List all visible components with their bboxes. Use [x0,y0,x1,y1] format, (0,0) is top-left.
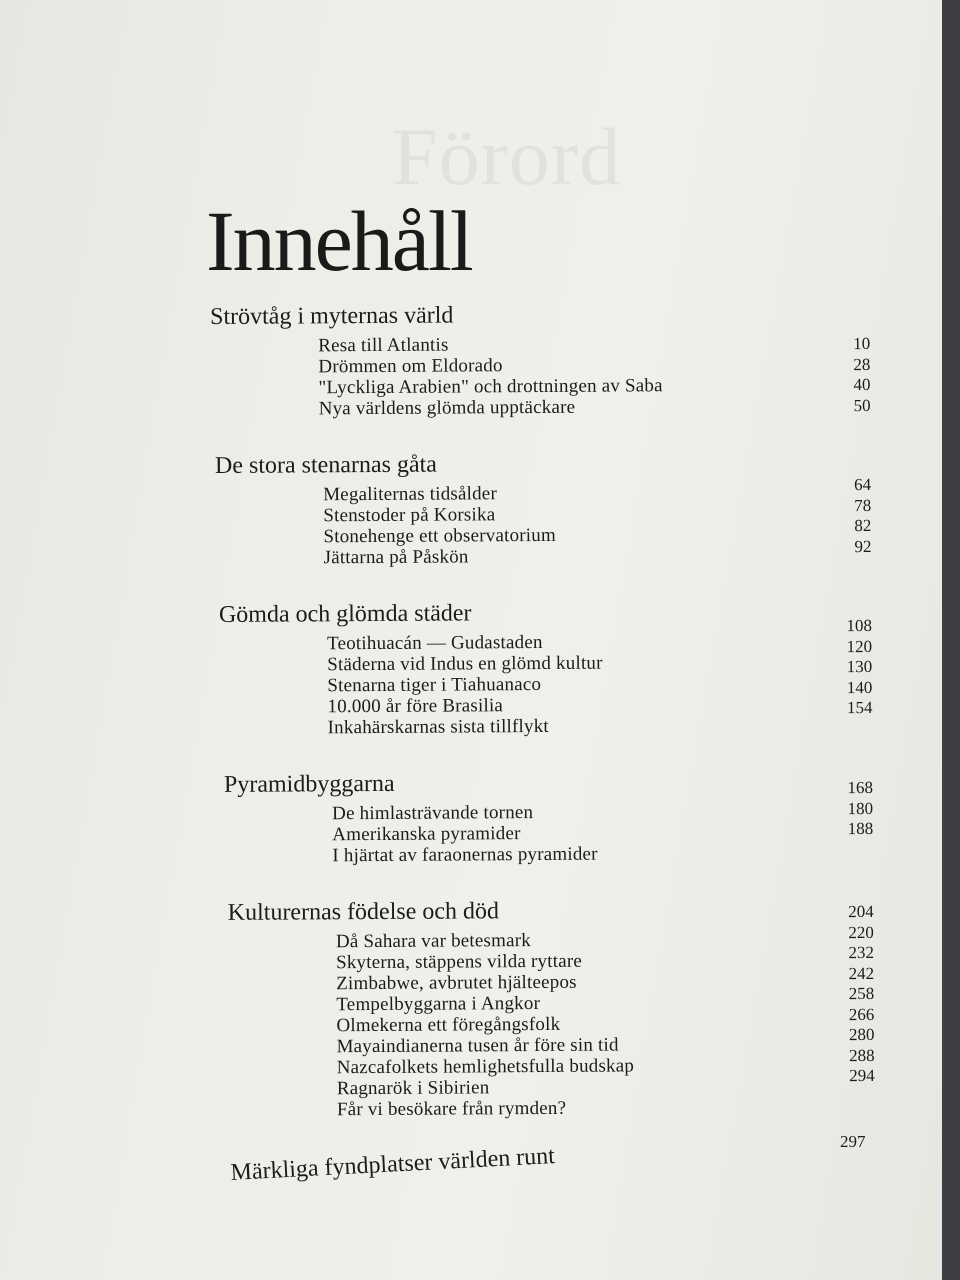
page-numbers [812,616,873,735]
page-number: 82 [854,515,872,536]
list-item: Tempelbyggarna i Angkor [336,992,541,1016]
page-number: 154 [846,697,873,718]
page-number: 232 [848,942,875,963]
table-of-contents [210,298,875,1152]
item-list [323,483,556,568]
section-title: Strövtåg i myternas värld [210,302,454,330]
list-item: Olmekerna ett föregångsfolk [336,1013,561,1037]
list-item: Då Sahara var betesmark [335,930,532,953]
list-item: Drömmen om Eldorado [318,355,503,378]
toc-section [219,596,873,739]
page-numbers [810,332,871,416]
section-title: Kulturernas födelse och död [227,898,500,926]
list-item: Resa till Atlantis [318,334,449,357]
page-number: 288 [849,1045,875,1065]
list-item: Nya världens glömda upptäckare [318,396,576,420]
page-title: Innehåll [206,192,472,289]
page-number: 140 [846,677,873,697]
list-item: Ragnarök i Sibirien [336,1077,490,1100]
list-item: Mayaindianerna tusen år före sin tid [336,1034,619,1058]
page-number: 92 [854,536,872,556]
page-number: 220 [848,922,874,942]
list-item: Amerikanska pyramider [332,823,521,846]
toc-section [224,766,874,867]
item-list [336,929,635,1120]
page-numbers [811,475,872,565]
page-number: 297 [840,1132,866,1151]
list-item: "Lyckliga Arabien" och drottningen av Saba [318,375,663,399]
page-number: 258 [848,983,875,1004]
toc-section [210,298,871,420]
list-item: Megaliternas tidsålder [323,483,498,506]
list-item: Får vi besökare från rymden? [336,1097,567,1121]
page-number: 180 [847,798,874,818]
page-number: 294 [849,1065,875,1086]
page-number: 242 [848,963,875,983]
list-item: Skyterna, stäppens vilda ryttare [335,950,583,974]
toc-section [215,447,872,569]
list-item: Zimbabwe, avbrutet hjälteepos [336,971,577,995]
page-number: 28 [853,354,871,374]
page-number: 188 [847,818,874,839]
page-number: 40 [853,374,871,395]
page-number: 78 [854,495,872,515]
list-item: De himlasträvande tornen [332,802,534,825]
page-number: 64 [854,474,872,495]
item-list [332,802,598,867]
item-list [327,632,603,739]
page-number: 168 [847,777,874,798]
section-title: De stora stenarnas gåta [214,451,437,479]
list-item: Stenstoder på Korsika [323,504,496,527]
section-title: Pyramidbyggarna [223,770,395,798]
list-item: Stonehenge ett observatorium [323,524,556,548]
list-item: Stenarna tiger i Tiahuanaco [327,673,542,697]
page-number: 204 [848,901,874,922]
page-number: 266 [848,1004,875,1024]
section-title: Märkliga fyndplatser världen runt [230,1143,556,1186]
list-item: Nazcafolkets hemlighetsfulla budskap [336,1055,635,1079]
page-numbers [814,902,875,1117]
show-through-text: Förord [392,111,622,202]
list-item: Inkahärskarnas sista tillflykt [327,715,549,739]
page-number: 108 [846,615,873,636]
section-title: Gömda och glömda städer [218,600,472,628]
toc-section [228,894,875,1121]
page-numbers [813,778,874,863]
page-number: 50 [853,395,871,415]
page-number: 130 [846,656,873,677]
page-number: 280 [848,1024,875,1045]
page-number: 10 [853,333,871,354]
list-item: I hjärtat av faraonernas pyramider [332,843,598,867]
list-item: 10.000 år före Brasilia [327,695,504,718]
list-item: Teotihuacán — Gudastaden [327,631,543,655]
item-list [318,333,663,419]
list-item: Jättarna på Påskön [323,546,469,569]
list-item: Städerna vid Indus en glömd kultur [327,652,603,676]
page-number: 120 [846,636,873,656]
